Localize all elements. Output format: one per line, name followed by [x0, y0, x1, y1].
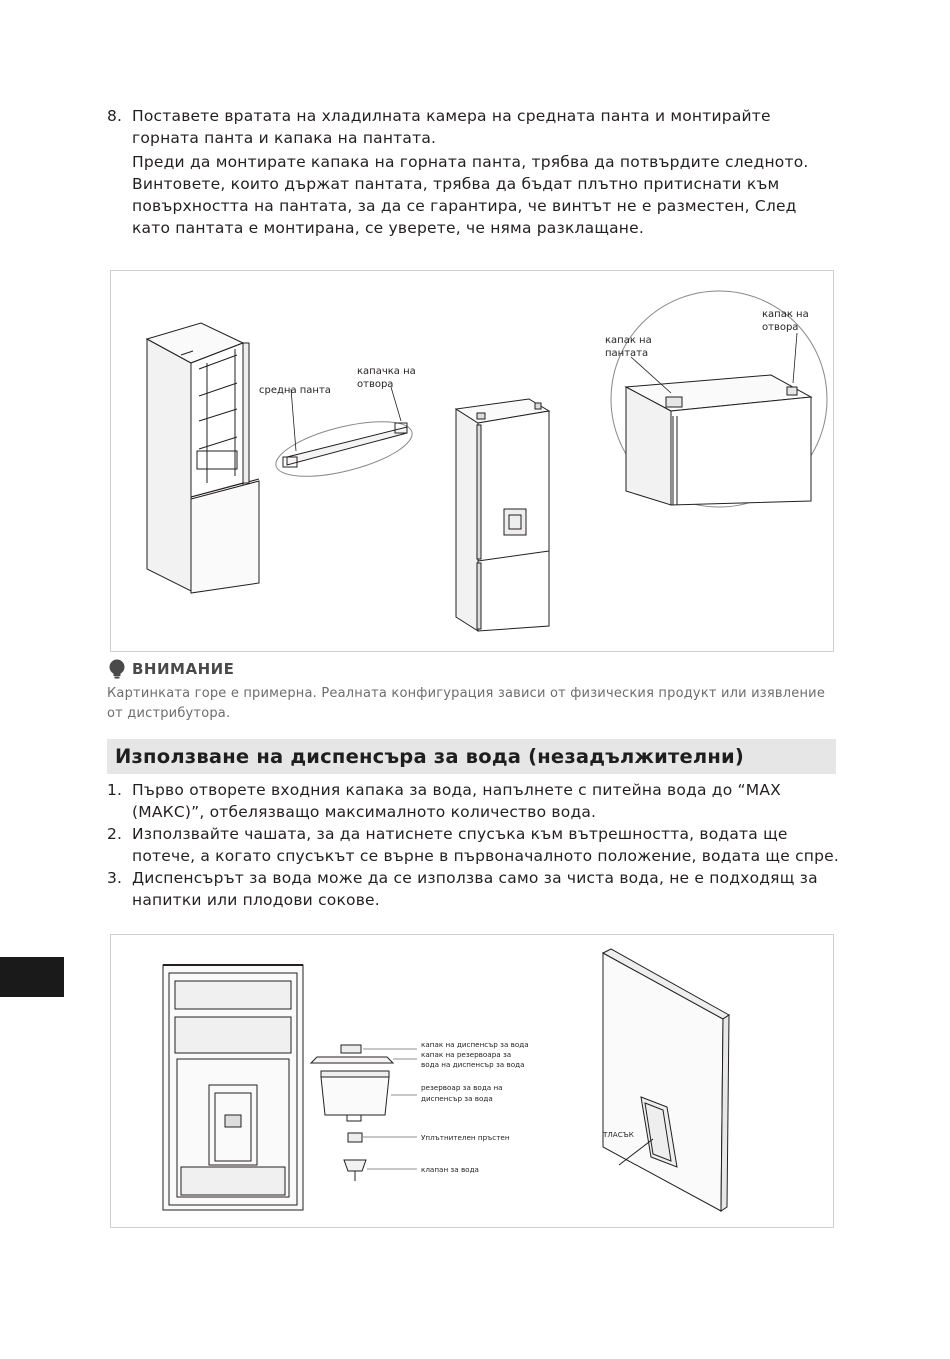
dispenser-step-2 [107, 823, 840, 867]
step-number: 3. [107, 869, 123, 887]
hinge-installation-figure [110, 270, 834, 652]
caution-text: Картинката горе е примерна. Реалната конфигурация зависи от физическия продукт или изявление от дистрибутора. [107, 686, 826, 721]
section-title: Използване на диспенсъра за вода (незадължителни) [107, 739, 836, 774]
label-sealing-ring: Уплътнителен пръстен [421, 1133, 510, 1142]
step-number: 1. [107, 781, 123, 799]
bulb-icon [108, 659, 126, 679]
step-number: 2. [107, 825, 123, 843]
label-hole-cover-line1: капак на [762, 309, 809, 320]
label-hole-cap-line1: капачка на [357, 366, 416, 377]
language-tab [0, 957, 64, 997]
step-8 [107, 105, 832, 239]
label-dispenser-lid: капак на диспенсър за вода [421, 1040, 529, 1049]
step-text: Диспенсърът за вода може да се използва само за чиста вода, не е подходящ за напитки или плодови сокове. [132, 869, 818, 909]
step-8-text: Поставете вратата на хладилната камера на средната панта и монтирайте горната панта и капака на пантата. [132, 107, 771, 147]
label-hinge-cover-line1: капак на [605, 335, 652, 346]
dispenser-steps [107, 779, 840, 911]
label-middle-hinge: средна панта [259, 385, 331, 396]
water-dispenser-figure [110, 934, 834, 1228]
step-8-note: Преди да монтирате капака на горната панта, трябва да потвърдите следното. Винтовете, които държат пантата, трябва да бъдат плътно притиснати към повърхността на пантата, за да се гарантира, че винтът не е разместен, След като пантата е монтирана, се уверете, че няма разклащане. [132, 153, 809, 237]
label-hole-cap-line2: отвора [357, 379, 394, 390]
label-water-valve: клапан за вода [421, 1165, 479, 1174]
caution-note [107, 659, 847, 723]
label-tank-lid-line2: вода на диспенсър за вода [421, 1060, 525, 1069]
dispenser-step-1 [107, 779, 840, 823]
step-text: Първо отворете входния капака за вода, напълнете с питейна вода до “MAX (МАКС)”, отбелязващо максималното количество вода. [132, 781, 781, 821]
step-text: Използвайте чашата, за да натиснете спусъка към вътрешността, водата ще потече, а когато спусъкът се върне в първоначалното положение, водата ще спре. [132, 825, 840, 865]
label-tank-lid-line1: капак на резервоара за [421, 1050, 512, 1059]
step-number: 8. [107, 107, 123, 125]
hinge-installation-illustration [111, 271, 833, 651]
dispenser-step-3 [107, 867, 840, 911]
caution-title: ВНИМАНИЕ [132, 660, 235, 678]
label-hinge-cover-line2: пантата [605, 348, 649, 359]
water-dispenser-illustration [111, 935, 833, 1227]
caution-header [107, 659, 847, 681]
label-tank-line1: резервоар за вода на [421, 1083, 503, 1092]
label-hole-cover-line2: отвора [762, 322, 799, 333]
label-tank-line2: диспенсър за вода [421, 1094, 493, 1103]
label-push: ТЛАСЪК [603, 1130, 634, 1139]
